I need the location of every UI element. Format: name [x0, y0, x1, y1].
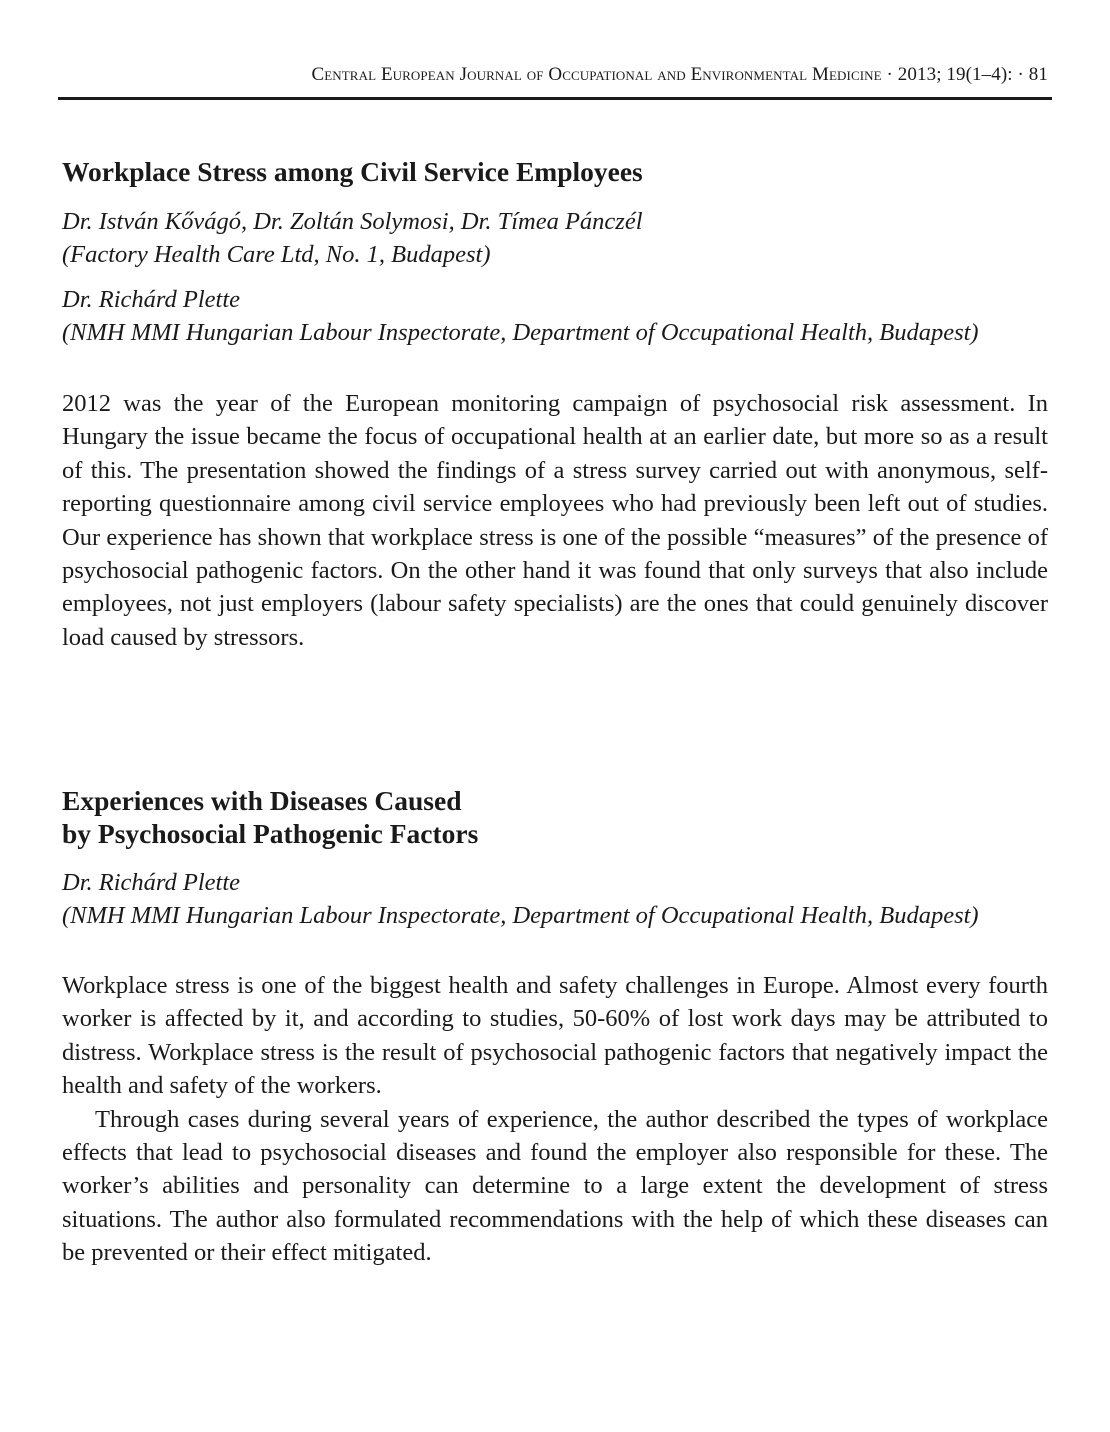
author-block [62, 866, 1048, 932]
author-affiliation: (NMH MMI Hungarian Labour Inspectorate, Department of Occupational Health, Budapest) [62, 902, 979, 929]
running-header: Central European Journal of Occupational and Environmental Medicine · 2013; 19(1–4): · 81 [311, 64, 1048, 85]
abstract-body [62, 969, 1048, 1270]
body-paragraph: 2012 was the year of the European monitoring campaign of psychosocial risk assessment. In Hungary the issue became the focus of occupational health at an earlier date, but more so as a result of this. The presentation showed the findings of a stress survey carried out with anonymous, self-reporting questionnaire among civil service employees who had previously been left out of studies. Our experience has shown that workplace stress is one of the possible “measures” of the presence of psychosocial pathogenic factors. On the other hand it was found that only surveys that also include employees, not just employers (labour safety specialists) are the ones that could genuinely discover load caused by stressors. [62, 390, 1048, 651]
author-names: Dr. István Kővágó, Dr. Zoltán Solymosi, Dr. Tímea Pánczél [62, 208, 643, 235]
body-paragraph: Through cases during several years of experience, the author described the types of workplace effects that lead to psychosocial diseases and found the employer also responsible for these. The worker’s abilities and personality can determine to a large extent the development of stress situations. The author also formulated recommendations with the help of which these diseases can be prevented or their effect mitigated. [62, 1105, 1048, 1267]
body-paragraph: Workplace stress is one of the biggest health and safety challenges in Europe. Almost every fourth worker is affected by it, and according to studies, 50-60% of lost work days may be attributed to distress. Workplace stress is the result of psychosocial pathogenic factors that negatively impact the health and safety of the workers. [62, 972, 1048, 1100]
abstract-title [62, 784, 1048, 850]
author-block [62, 205, 1048, 271]
author-affiliation: (Factory Health Care Ltd, No. 1, Budapest) [62, 241, 491, 268]
author-names: Dr. Richárd Plette [62, 869, 241, 896]
header-rule [58, 97, 1052, 100]
abstract-workplace-stress [62, 155, 1048, 654]
author-block [62, 283, 1048, 349]
abstract-psychosocial-diseases [62, 784, 1048, 1270]
abstract-title: Workplace Stress among Civil Service Employees [62, 156, 643, 187]
author-names: Dr. Richárd Plette [62, 286, 241, 313]
abstract-body [62, 387, 1048, 654]
author-affiliation: (NMH MMI Hungarian Labour Inspectorate, Department of Occupational Health, Budapest) [62, 319, 979, 346]
abstract-title-line-1: Experiences with Diseases Caused [62, 785, 462, 816]
abstract-title-line-2: by Psychosocial Pathogenic Factors [62, 818, 479, 849]
